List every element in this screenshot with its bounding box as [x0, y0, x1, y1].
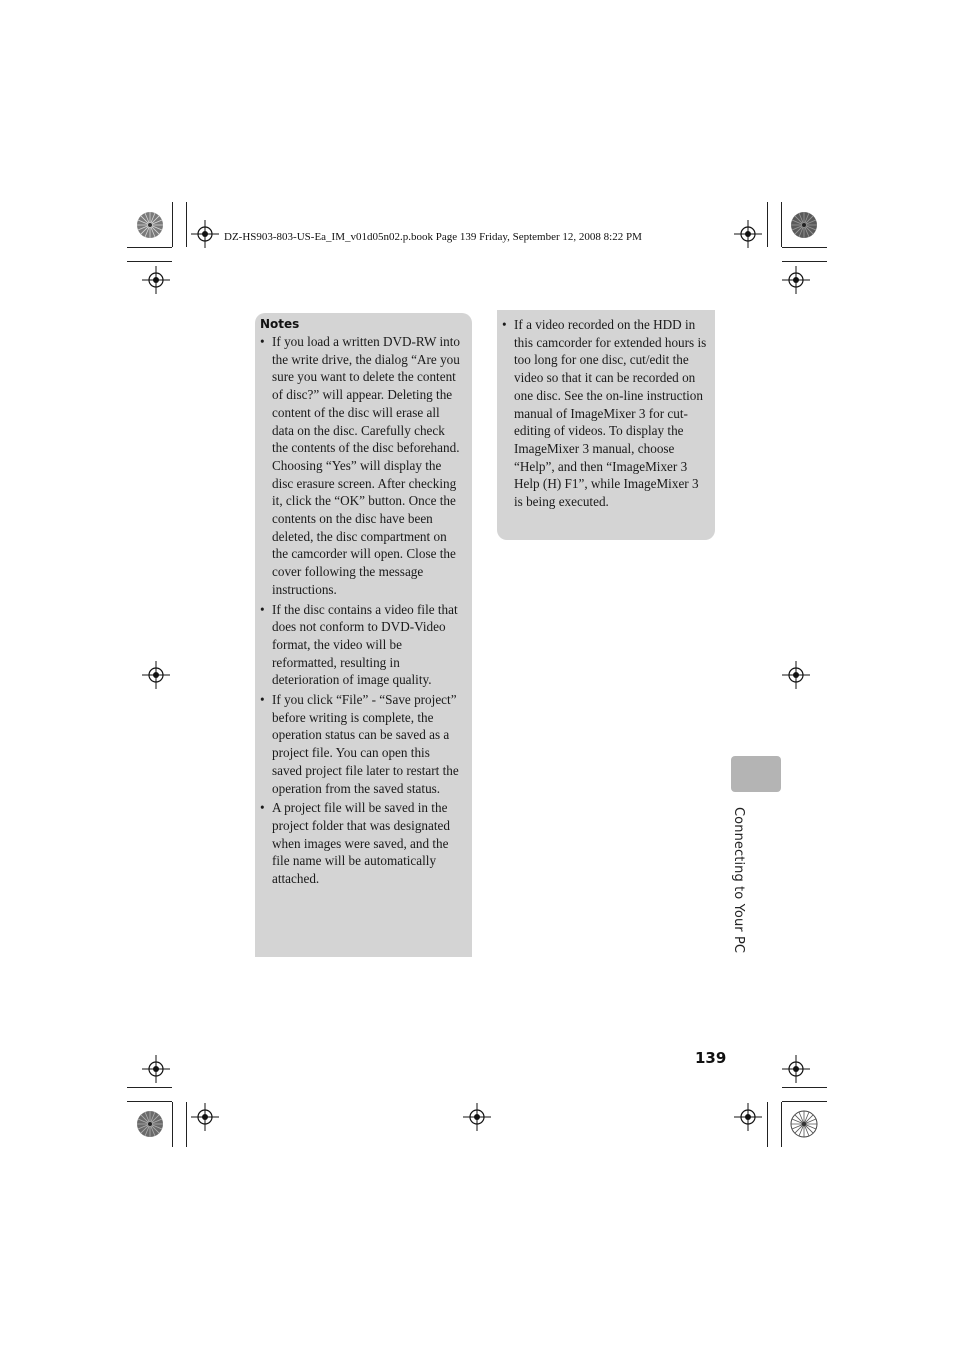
registration-mark-icon: [782, 1055, 810, 1083]
registration-mark-icon: [142, 266, 170, 294]
color-rosette-icon: [136, 1110, 164, 1138]
registration-mark-icon: [191, 220, 219, 248]
registration-mark-icon: [734, 220, 762, 248]
registration-mark-icon: [463, 1103, 491, 1131]
list-item: • If the disc contains a video file that does not conform to DVD-Video format, the video will be reformatted, resulting in deterioration of image quality.: [259, 601, 462, 690]
notes-box: [255, 313, 472, 957]
registration-mark-icon: [142, 661, 170, 689]
list-item: • A project file will be saved in the project folder that was designated when images were saved, and the file name will be automatically attached.: [259, 799, 462, 888]
registration-mark-icon: [142, 1055, 170, 1083]
color-rosette-icon: [136, 211, 164, 239]
registration-mark-icon: [191, 1103, 219, 1131]
list-item: • If you load a written DVD-RW into the write drive, the dialog “Are you sure you want to delete the content of disc?” will appear. Deleting the content of the disc will erase all data on the disc. Carefully check the contents of the disc beforehand. Choosing “Yes” will display the disc erasure screen. After checking it, click the “OK” button. Once the contents on the disc have been deleted, the disc compartment on the camcorder will open. Close the cover following the message instructions.: [259, 333, 462, 599]
registration-mark-icon: [782, 661, 810, 689]
notes-list: [259, 333, 462, 888]
registration-mark-icon: [734, 1103, 762, 1131]
notes-title: Notes: [260, 317, 300, 331]
chapter-tab: [731, 756, 781, 792]
hdd-note-box: [497, 310, 715, 540]
color-rosette-icon: [790, 1110, 818, 1138]
page-number: 139: [695, 1049, 727, 1067]
list-item: • If you click “File” - “Save project” before writing is complete, the operation status can be saved as a project file. You can open this saved project file later to restart the operation from the saved status.: [259, 691, 462, 797]
hdd-note-list: [501, 316, 709, 511]
print-header: DZ-HS903-803-US-Ea_IM_v01d05n02.p.book Page 139 Friday, September 12, 2008 8:22 PM: [224, 231, 642, 243]
list-item: • If a video recorded on the HDD in this camcorder for extended hours is too long for one disc, cut/edit the video so that it can be recorded on one disc. See the on-line instruction manual of ImageMixer 3 for cut-editing of videos. To display the ImageMixer 3 manual, choose “Help”, and then “ImageMixer 3 Help (H) F1”, while ImageMixer 3 is being executed.: [501, 316, 709, 511]
color-rosette-icon: [790, 211, 818, 239]
section-label: Connecting to Your PC: [731, 807, 746, 954]
registration-mark-icon: [782, 266, 810, 294]
